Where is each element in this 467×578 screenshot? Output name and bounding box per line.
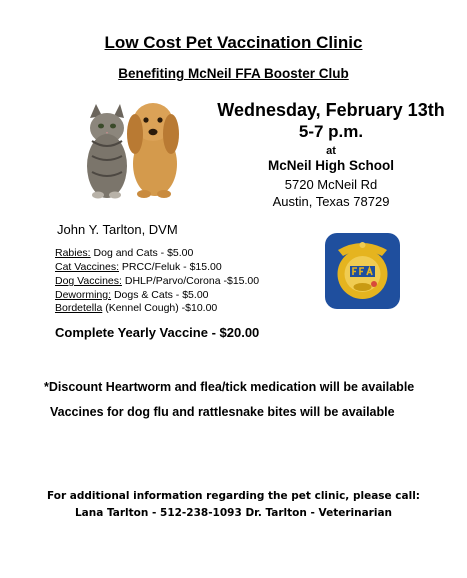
discount-note: *Discount Heartworm and flea/tick medication will be available (44, 380, 415, 394)
price-bordetella (55, 302, 217, 314)
event-time: 5-7 p.m. (298, 122, 364, 141)
ffa-logo (324, 232, 401, 310)
event-street: 5720 McNeil Rd (284, 177, 378, 192)
price-label: Deworming: (55, 289, 112, 301)
vaccines-note: Vaccines for dog flu and rattlesnake bites will be available (50, 405, 395, 419)
price-cat-vaccines (55, 261, 222, 273)
price-rabies (55, 247, 193, 259)
price-deworming (55, 289, 209, 301)
veterinarian-name: John Y. Tarlton, DVM (57, 222, 178, 237)
event-city: Austin, Texas 78729 (272, 194, 390, 209)
price-dog-vaccines (55, 275, 259, 287)
kitten-figure (87, 104, 127, 199)
price-text: PRCC/Feluk - $15.00 (119, 261, 222, 273)
kitten-puppy-image (82, 96, 182, 199)
complete-vaccine-price: Complete Yearly Vaccine - $20.00 (55, 325, 260, 340)
price-label: Bordetella (55, 302, 103, 314)
event-date: Wednesday, February 13th (217, 100, 445, 120)
price-text: Dogs & Cats - $5.00 (111, 289, 209, 301)
page-title: Low Cost Pet Vaccination Clinic (104, 33, 363, 52)
event-at: at (326, 145, 336, 157)
price-label: Cat Vaccines: (55, 261, 119, 273)
price-label: Dog Vaccines: (55, 275, 122, 287)
contact-line-1: For additional information regarding the pet clinic, please call: (46, 490, 421, 502)
price-text: (Kennel Cough) -$10.00 (102, 302, 218, 314)
price-label: Rabies: (55, 247, 91, 259)
price-text: DHLP/Parvo/Corona -$15.00 (121, 275, 260, 287)
page-subtitle: Benefiting McNeil FFA Booster Club (118, 66, 349, 81)
event-venue: McNeil High School (267, 158, 394, 173)
price-text: Dog and Cats - $5.00 (90, 247, 194, 259)
contact-line-2: Lana Tarlton - 512-238-1093 Dr. Tarlton - Veterinarian (74, 507, 393, 519)
puppy-figure (127, 103, 179, 198)
